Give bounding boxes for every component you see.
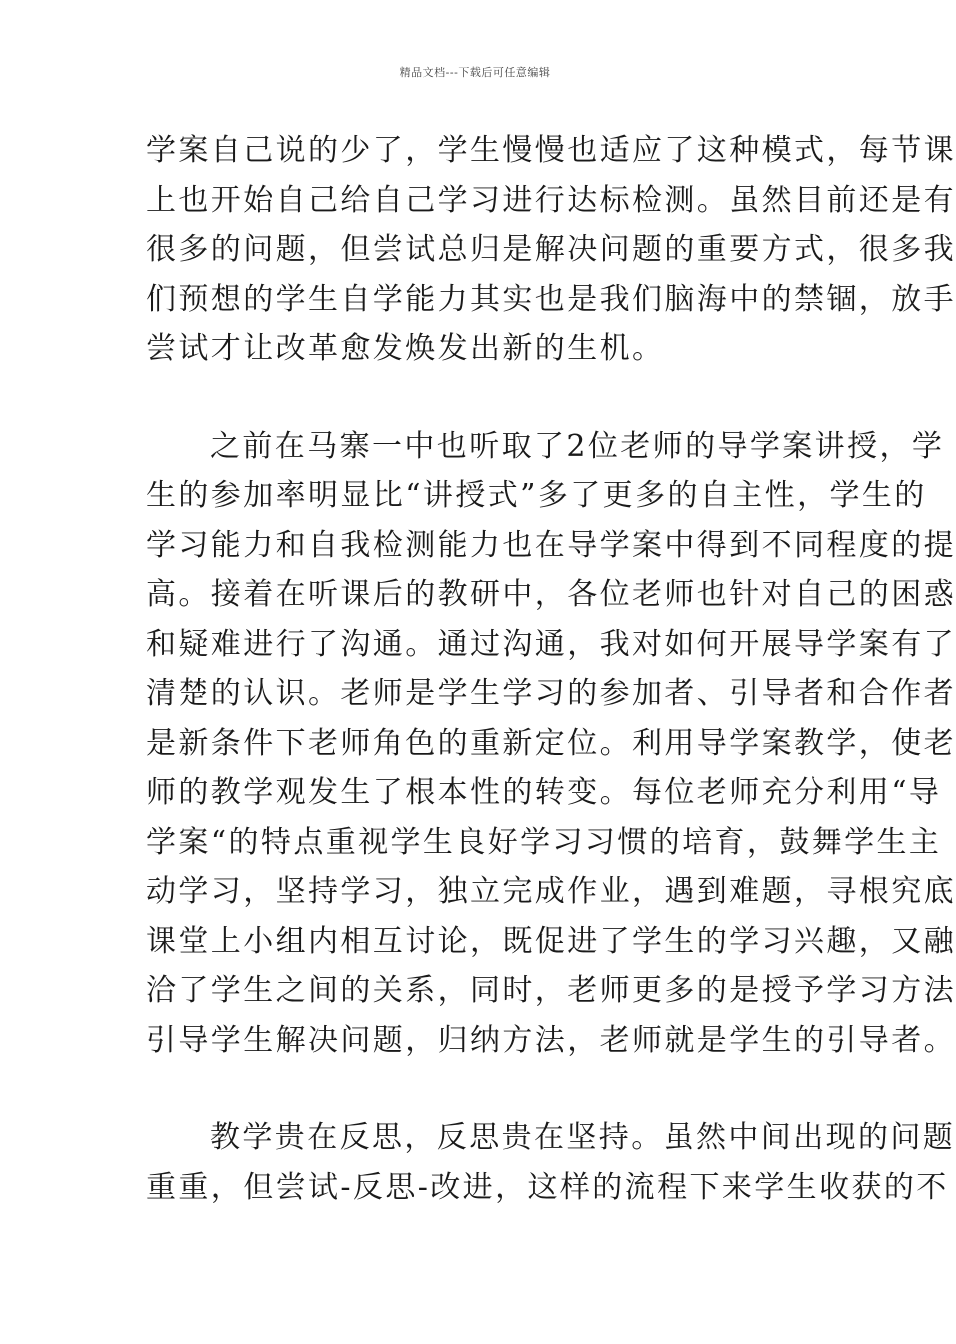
text-line: 教学贵在反思，反思贵在坚持。虽然中间出现的问题 [210,1120,956,1155]
text-line: 洽了学生之间的关系，同时，老师更多的是授予学习方法 [146,973,956,1008]
page-header: 精品文档---下载后可任意编辑 [399,66,551,79]
text-line: 是新条件下老师角色的重新定位。利用导学案教学，使老 [146,725,956,761]
text-line: 学案“的特点重视学生良好学习习惯的培育，鼓舞学生主 [146,824,942,860]
text-line: 上也开始自己给自己学习进行达标检测。虽然目前还是有 [146,182,956,218]
text-line: 高。接着在听课后的教研中，各位老师也针对自己的困惑 [146,577,956,612]
text-line: 引导学生解决问题，归纳方法，老师就是学生的引导者。 [146,1022,956,1058]
text-line: 师的教学观发生了根本性的转变。每位老师充分利用“导 [146,775,942,810]
text-line: 重重，但尝试-反思-改进，这样的流程下来学生收获的不 [146,1169,949,1205]
text-line: 们预想的学生自学能力其实也是我们脑海中的禁锢，放手 [146,281,956,317]
text-line: 和疑难进行了沟通。通过沟通，我对如何开展导学案有了 [146,626,956,662]
text-line: 清楚的认识。老师是学生学习的参加者、引导者和合作者 [146,676,956,711]
paragraph-1 [146,126,956,374]
text-line: 课堂上小组内相互讨论，既促进了学生的学习兴趣，又融 [146,923,956,959]
text-line: 生的参加率明显比“讲授式”多了更多的自主性，学生的 [146,478,927,513]
text-line: 尝试才让改革愈发焕发出新的生机。 [146,331,665,366]
paragraph-gap [146,374,808,422]
text-line: 学案自己说的少了，学生慢慢也适应了这种模式，每节课 [146,133,956,168]
paragraph-gap [146,1065,808,1113]
text-line: 很多的问题，但尝试总归是解决问题的重要方式，很多我 [146,232,956,267]
text-line: 学习能力和自我检测能力也在导学案中得到不同程度的提 [146,527,956,563]
document-body [146,126,956,1212]
text-line: 动学习，坚持学习，独立完成作业，遇到难题，寻根究底 [146,874,956,909]
paragraph-2 [146,422,956,1066]
paragraph-3 [146,1113,956,1212]
text-line: 之前在马寨一中也听取了2位老师的导学案讲授，学 [210,428,945,464]
